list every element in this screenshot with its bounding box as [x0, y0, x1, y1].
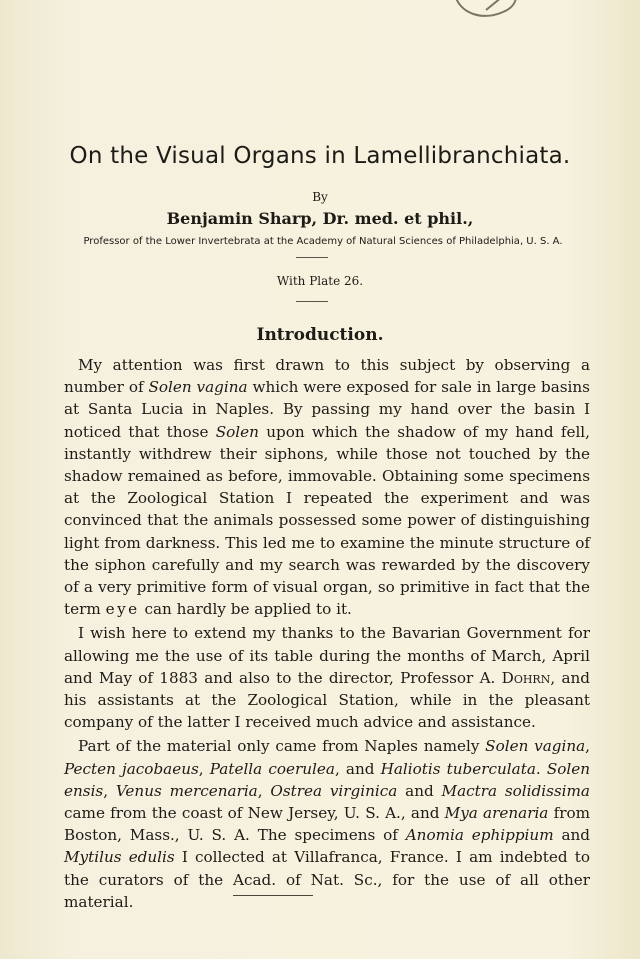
- species-mytilus-edulis: Mytilus edulis: [64, 848, 175, 867]
- species-solen-vagina-second: Solen vagina: [485, 737, 586, 756]
- paragraph-3-closing-text: I collected at Villafranca, France. I am indebted to the curators of the Acad. of Nat. Sc., for the use of all other material.: [64, 848, 590, 911]
- species-venus-mercenaria: Venus mercenaria: [115, 781, 258, 800]
- library-stamp-mark: [452, 0, 522, 24]
- header-divider-bottom: [296, 301, 328, 302]
- footer-divider: [233, 895, 313, 896]
- paragraph-1-text-e: upon which the shadow of my hand fell, instantly withdrew their siphons, while those not touched by the shadow remained as before, immovable. Obtaining some specimens at the Zoological Station I repeated the experiment and was convinced that the animals possessed some power of distinguishing light from darkness. This led me to examine the minute structure of the siphon carefully and my search was rewarded by the discovery of a very primitive form of visual organ, so primitive in fact that the term: [64, 422, 590, 619]
- species-mactra-solidissima: Mactra solidissima: [441, 781, 590, 800]
- paragraph-3-and-3: and: [553, 826, 591, 845]
- paragraph-1-text-c: which were exposed for sale in large basins at Santa Lucia in Naples. By passing my hand over the basin I noticed that those: [64, 378, 590, 441]
- director-name: Dohrn: [501, 668, 551, 687]
- paragraph-3-and-1: , and: [334, 759, 381, 778]
- section-heading: Introduction.: [256, 325, 384, 345]
- paragraph-1-text-a: My attention was first drawn to this subject by observing a number of: [64, 356, 590, 397]
- header-divider-top: [296, 257, 328, 258]
- author-affiliation: Professor of the Lower Invertebrata at the Academy of Natural Sciences of Philadelphia, U. S. A.: [83, 236, 563, 247]
- paragraph-3-and-2: and: [397, 781, 442, 800]
- plate-reference: With Plate 26.: [276, 274, 364, 288]
- paragraph-2: [64, 622, 590, 733]
- spaced-term-eye: eye: [105, 600, 140, 619]
- paragraph-1-text-g: can hardly be applied to it.: [139, 600, 352, 619]
- paragraph-3-text-a: Part of the material only came from Naples namely: [78, 737, 486, 756]
- paragraph-3-source-text: came from the coast of New Jersey, U. S. A., and: [64, 804, 445, 823]
- paragraph-3-period-1: .: [535, 759, 547, 778]
- paragraph-3-comma-2: ,: [198, 759, 210, 778]
- paragraph-3: [64, 735, 590, 913]
- byline-label: By: [312, 190, 328, 204]
- species-haliotis-tuberculata: Haliotis tuberculata: [380, 759, 536, 778]
- species-ostrea-virginica: Ostrea virginica: [270, 781, 398, 800]
- species-solen-vagina: Solen vagina: [148, 378, 248, 397]
- paragraph-3-comma-4: ,: [257, 781, 271, 800]
- paragraph-2-text-a: I wish here to extend my thanks to the Bavarian Government for allowing me the use of its table during the months of March, April and May of 1883 and also to the director, Professor A.: [64, 624, 590, 687]
- article-body: [64, 354, 590, 913]
- paragraph-3-comma-1: ,: [585, 737, 590, 756]
- paragraph-3-comma-3: ,: [103, 781, 116, 800]
- species-patella-coerulea: Patella coerulea: [209, 759, 335, 778]
- paragraph-2-text-c: , and his assistants at the Zoological Station, while in the pleasant company of the latter I received much advice and assistance.: [64, 668, 590, 732]
- species-pecten-jacobaeus: Pecten jacobaeus: [64, 759, 199, 778]
- paragraph-1: [64, 354, 590, 620]
- paper-title: On the Visual Organs in Lamellibranchiata.: [69, 143, 571, 169]
- species-solen-ensis: Solen ensis: [64, 759, 591, 800]
- author-name: Benjamin Sharp, Dr. med. et phil.,: [166, 209, 474, 228]
- species-mya-arenaria: Mya arenaria: [444, 804, 549, 823]
- paragraph-3-boston-text: from Boston, Mass., U. S. A. The specimens of: [64, 804, 590, 845]
- genus-solen: Solen: [215, 422, 259, 441]
- species-anomia-ephippium: Anomia ephippium: [405, 826, 554, 845]
